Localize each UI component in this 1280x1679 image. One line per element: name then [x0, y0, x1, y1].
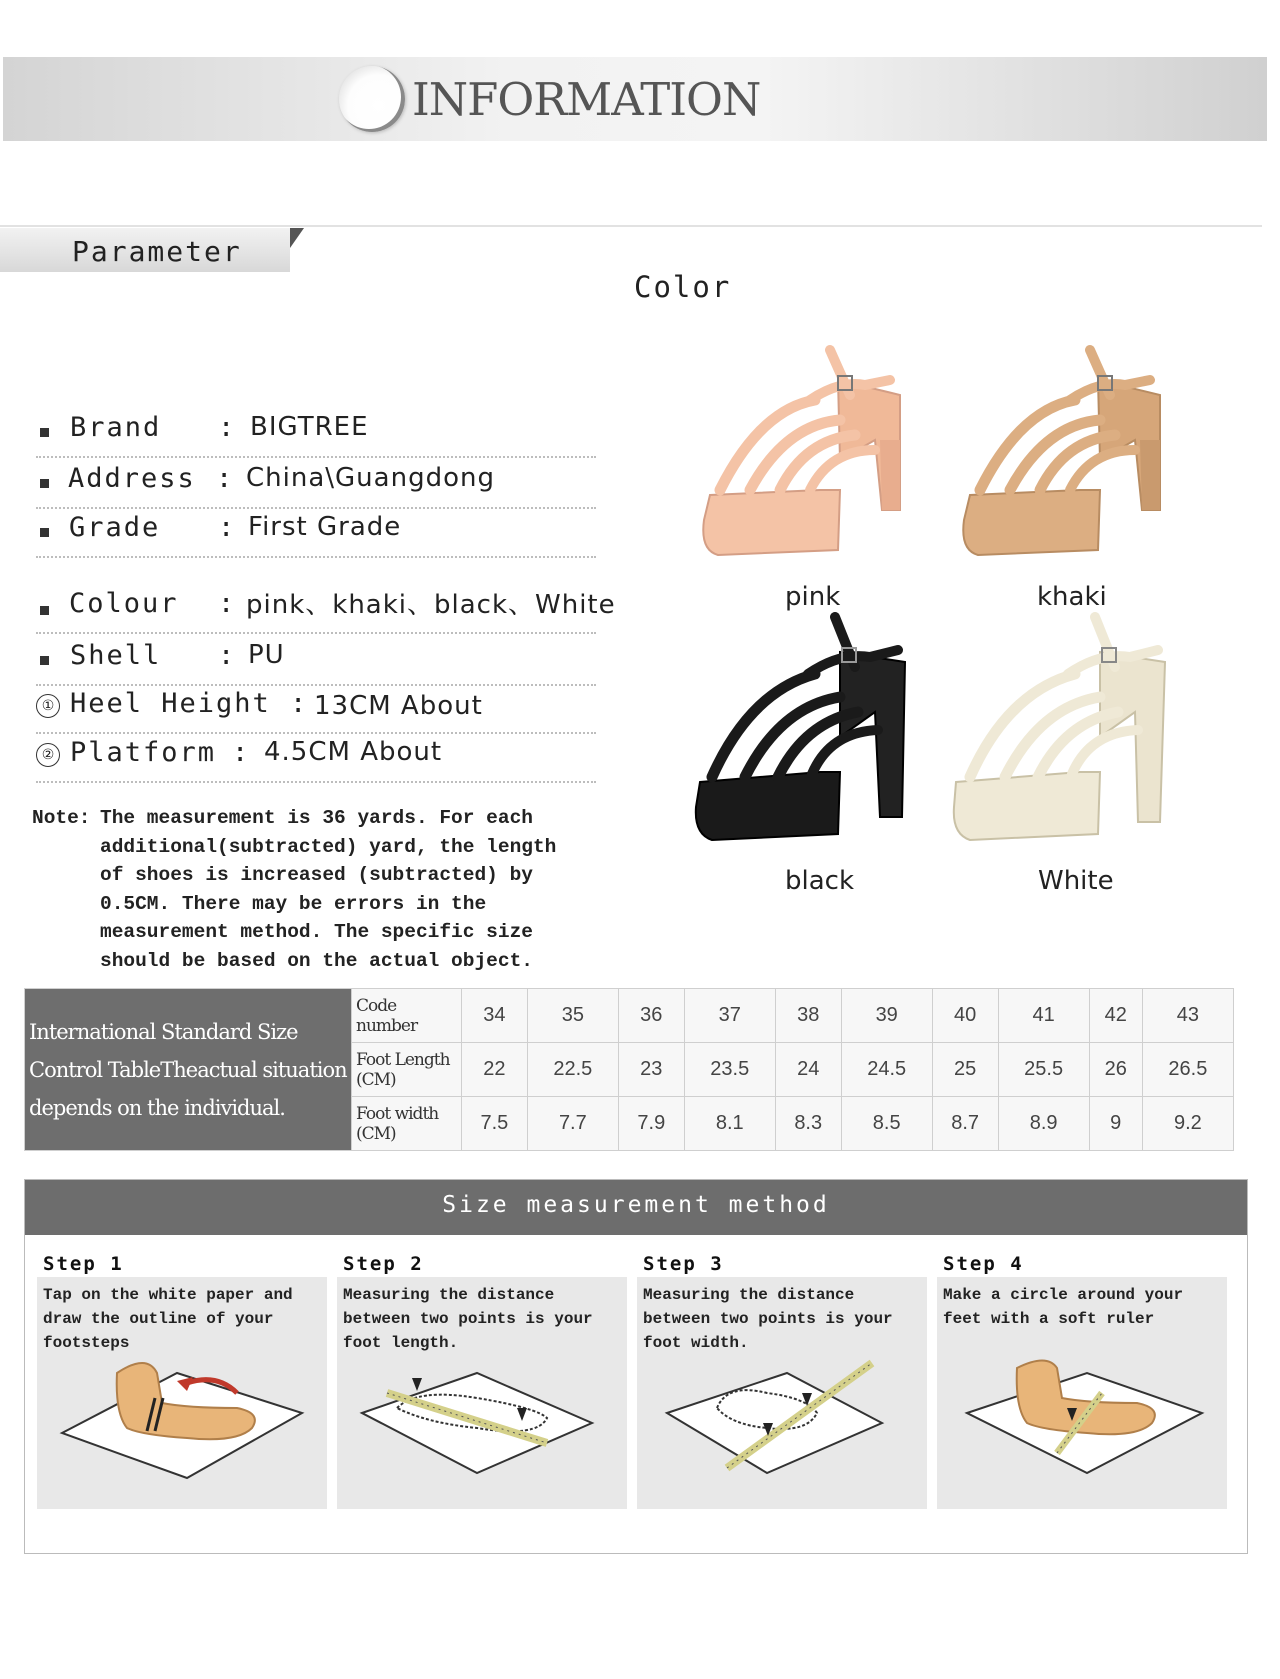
step-text: Tap on the white paper and draw the outline of your footsteps	[43, 1286, 293, 1352]
table-cell: 25.5	[998, 1043, 1089, 1097]
table-cell: 8.9	[998, 1097, 1089, 1151]
color-title: Color	[634, 270, 732, 304]
param-label: Address	[68, 463, 196, 494]
param-value: PU	[248, 640, 285, 670]
param-value: China\Guangdong	[246, 463, 495, 493]
param-label: Colour	[69, 588, 179, 619]
banner-circle-decoration	[339, 66, 405, 132]
param-separator: :	[216, 463, 235, 494]
table-cell: 8.1	[684, 1097, 775, 1151]
tab-notch-decoration	[290, 228, 304, 248]
param-separator: :	[218, 588, 237, 619]
color-caption-khaki: khaki	[1037, 582, 1107, 612]
table-cell: 8.7	[932, 1097, 998, 1151]
bullet-icon	[40, 428, 49, 437]
param-separator: :	[218, 640, 237, 671]
param-separator: :	[218, 412, 237, 443]
measurement-title: Size measurement method	[442, 1192, 830, 1218]
note-text: The measurement is 36 yards. For each additional(subtracted) yard, the length of shoes is increased (subtracted) by 0.5CM. There may be errors in the measurement method. The specific size should be based on the actual object.	[100, 807, 557, 972]
table-cell: 7.7	[527, 1097, 618, 1151]
table-cell: 43	[1142, 989, 1233, 1043]
table-cell: 9	[1089, 1097, 1142, 1151]
param-separator: :	[218, 512, 237, 543]
table-cell: 39	[841, 989, 932, 1043]
table-cell: 23	[618, 1043, 684, 1097]
measurement-section	[24, 1179, 1248, 1554]
bullet-icon	[40, 528, 49, 537]
table-cell: 7.5	[462, 1097, 528, 1151]
row-header: Foot width (CM)	[352, 1097, 462, 1151]
table-cell: 34	[462, 989, 528, 1043]
shoe-image-pink	[690, 340, 930, 570]
shoe-white-shape	[954, 617, 1165, 840]
param-value: 4.5CM About	[264, 737, 443, 767]
table-cell: 24	[775, 1043, 841, 1097]
step-label: Step 2	[343, 1253, 424, 1275]
param-label: Platform	[70, 737, 217, 768]
param-row-platform	[36, 737, 596, 783]
param-row-brand	[36, 412, 596, 458]
step-label: Step 1	[43, 1253, 124, 1275]
table-row	[25, 989, 1234, 1043]
param-row-heel-height	[36, 688, 596, 734]
color-caption-pink: pink	[785, 582, 841, 612]
number-marker: ①	[36, 694, 60, 718]
step-2-illustration	[337, 1353, 627, 1503]
table-cell: 26	[1089, 1043, 1142, 1097]
param-row-address	[36, 463, 596, 509]
table-cell: 42	[1089, 989, 1142, 1043]
step-2	[325, 1235, 625, 1545]
table-cell: 26.5	[1142, 1043, 1233, 1097]
parameter-tab	[0, 228, 290, 272]
param-value: pink、khaki、black、White	[246, 590, 616, 620]
size-note	[32, 804, 557, 972]
bullet-icon	[40, 606, 49, 615]
shoe-khaki-shape	[963, 350, 1160, 555]
step-1-illustration	[37, 1353, 327, 1503]
step-1	[25, 1235, 325, 1545]
table-cell: 36	[618, 989, 684, 1043]
table-cell: 40	[932, 989, 998, 1043]
param-label: Grade	[69, 512, 161, 543]
size-table	[24, 988, 1234, 1151]
table-cell: 24.5	[841, 1043, 932, 1097]
page-title: INFORMATION	[412, 73, 761, 126]
table-cell: 22.5	[527, 1043, 618, 1097]
step-label: Step 4	[943, 1253, 1024, 1275]
shoe-pink-shape	[703, 350, 900, 555]
row-header: Foot Length (CM)	[352, 1043, 462, 1097]
shoe-image-khaki	[950, 340, 1190, 570]
step-label: Step 3	[643, 1253, 724, 1275]
step-text: Make a circle around your feet with a soft ruler	[943, 1286, 1184, 1328]
table-cell: 9.2	[1142, 1097, 1233, 1151]
param-label: Brand	[70, 412, 162, 443]
step-3-illustration	[637, 1353, 927, 1503]
divider	[0, 225, 1262, 227]
param-row-shell	[36, 640, 596, 686]
color-caption-white: White	[1038, 866, 1114, 896]
param-value: BIGTREE	[250, 412, 369, 442]
step-3	[625, 1235, 925, 1545]
table-cell: 7.9	[618, 1097, 684, 1151]
param-row-grade	[36, 512, 596, 558]
note-prefix: Note:	[32, 807, 91, 829]
table-cell: 41	[998, 989, 1089, 1043]
bullet-icon	[40, 479, 49, 488]
param-separator: :	[232, 737, 251, 768]
param-value: First Grade	[248, 512, 402, 542]
table-cell: 23.5	[684, 1043, 775, 1097]
step-text: Measuring the distance between two points is your foot length.	[343, 1286, 593, 1352]
number-marker: ②	[36, 743, 60, 767]
step-text: Measuring the distance between two points is your foot width.	[643, 1286, 893, 1352]
table-cell: 8.5	[841, 1097, 932, 1151]
shoe-black-shape	[696, 617, 905, 840]
table-cell: 22	[462, 1043, 528, 1097]
param-separator: :	[290, 688, 309, 719]
table-cell: 35	[527, 989, 618, 1043]
step-4	[925, 1235, 1225, 1545]
param-row-colour	[36, 584, 616, 634]
bullet-icon	[40, 656, 49, 665]
shoe-image-black	[690, 612, 930, 842]
table-cell: 38	[775, 989, 841, 1043]
table-cell: 8.3	[775, 1097, 841, 1151]
color-caption-black: black	[785, 866, 855, 896]
param-value: 13CM About	[314, 691, 483, 721]
measurement-header	[25, 1180, 1247, 1235]
parameter-label: Parameter	[72, 235, 242, 268]
table-cell: 25	[932, 1043, 998, 1097]
step-4-illustration	[937, 1353, 1227, 1503]
param-label: Heel Height	[70, 688, 271, 719]
param-label: Shell	[70, 640, 162, 671]
shoe-image-white	[950, 612, 1190, 842]
table-cell: 37	[684, 989, 775, 1043]
size-table-intro: International Standard Size Control TableTheactual situation depends on the individual.	[25, 989, 352, 1151]
row-header: Code number	[352, 989, 462, 1043]
